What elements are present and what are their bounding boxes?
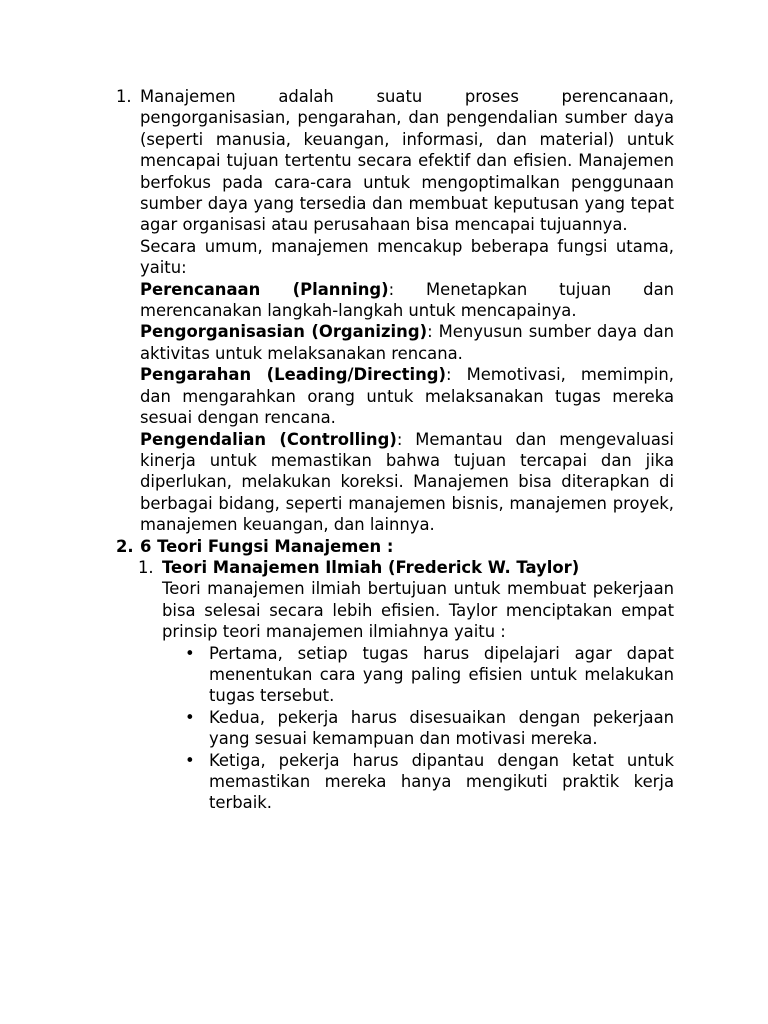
bullet-list: [185, 643, 674, 814]
bullet-text: Ketiga, pekerja harus dipantau dengan ketat untuk memastikan mereka hanya mengikuti praktik kerja terbaik.: [209, 750, 674, 813]
function-desc: : Menetapkan tujuan dan merencanakan langkah-langkah untuk mencapainya.: [140, 279, 674, 321]
function-term: Pengorganisasian (Organizing): [140, 322, 428, 342]
sub-list-number: 1.: [138, 557, 154, 577]
function-desc: : Memantau dan mengevaluasi kinerja untuk memastikan bahwa tujuan tercapai dan jika diperlukan, melakukan koreksi. Manajemen bisa diterapkan di berbagai bidang, seperti manajemen bisnis, manajemen proyek, manajemen keuangan, dan lainnya.: [140, 429, 674, 535]
paragraph-functions-intro: Secara umum, manajemen mencakup beberapa fungsi utama, yaitu:: [140, 236, 674, 278]
function-planning: [140, 279, 674, 322]
list-number: 1.: [116, 87, 132, 106]
bullet-icon: •: [185, 750, 195, 770]
sub-title-text: Teori Manajemen Ilmiah (Frederick W. Taylor): [162, 557, 580, 577]
bullet-item: [185, 643, 674, 707]
function-term: Perencanaan (Planning): [140, 279, 389, 299]
sub-item-1: [138, 557, 674, 643]
section-heading-text: 6 Teori Fungsi Manajemen :: [140, 536, 394, 556]
function-term: Pengendalian (Controlling): [140, 429, 397, 449]
sub-title: [162, 557, 674, 578]
bullet-icon: •: [185, 643, 195, 663]
bullet-text: Kedua, pekerja harus disesuaikan dengan pekerjaan yang sesuai kemampuan dan motivasi mereka.: [209, 707, 674, 749]
bullet-text: Pertama, setiap tugas harus dipelajari agar dapat menentukan cara yang paling efisien untuk melakukan tugas tersebut.: [209, 643, 674, 706]
function-organizing: [140, 321, 674, 364]
bullet-item: [185, 750, 674, 814]
list-item-2: [116, 536, 674, 814]
sub-intro: Teori manajemen ilmiah bertujuan untuk membuat pekerjaan bisa selesai secara lebih efisien. Taylor menciptakan empat prinsip teori manajemen ilmiahnya yaitu :: [162, 579, 674, 642]
paragraph-definition: Manajemen adalah suatu proses perencanaan, pengorganisasian, pengarahan, dan pengendalian sumber daya (seperti manusia, keuangan, informasi, dan material) untuk mencapai tujuan tertentu secara efektif dan efisien. Manajemen berfokus pada cara-cara untuk mengoptimalkan penggunaan sumber daya yang tersedia dan membuat keputusan yang tepat agar organisasi atau perusahaan bisa mencapai tujuannya.: [140, 87, 674, 235]
function-desc: : Memotivasi, memimpin, dan mengarahkan orang untuk melaksanakan tugas mereka sesuai dengan rencana.: [140, 365, 674, 428]
document-body: [116, 86, 674, 814]
list-number: 2.: [116, 536, 134, 556]
function-controlling: [140, 429, 674, 536]
bullet-item: [185, 707, 674, 750]
function-term: Pengarahan (Leading/Directing): [140, 365, 447, 385]
function-leading: [140, 364, 674, 428]
function-desc: : Menyusun sumber daya dan aktivitas untuk melaksanakan rencana.: [140, 322, 674, 363]
list-item-1: [116, 86, 674, 536]
section-heading: [140, 536, 674, 557]
bullet-icon: •: [185, 707, 195, 727]
